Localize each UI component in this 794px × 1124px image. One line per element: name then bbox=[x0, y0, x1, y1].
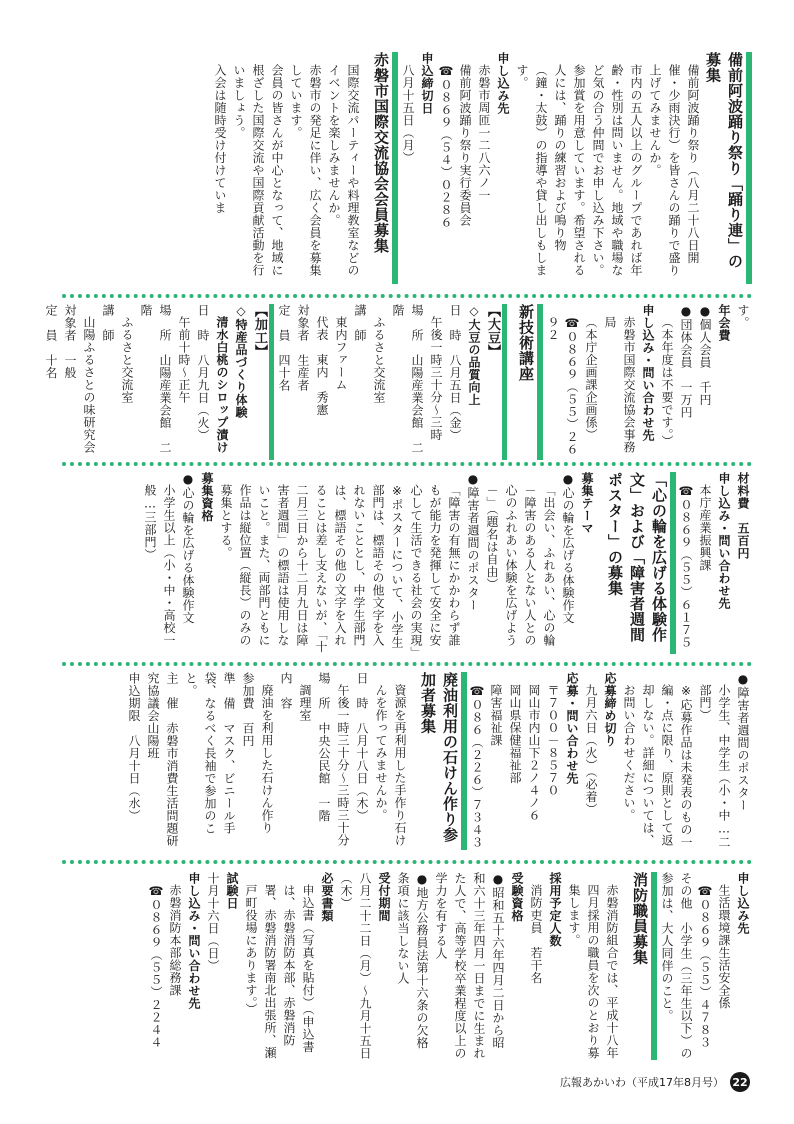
paragraph: ●心の輪を広げる体験作文 bbox=[561, 472, 575, 624]
sub-heading: 【加工】 bbox=[250, 304, 274, 460]
section-soap-making bbox=[62, 672, 752, 850]
text-line: 日 時 八月十八日（木） bbox=[355, 672, 369, 822]
label: 清水白桃のシロップ漬け bbox=[215, 316, 229, 454]
label: 申し込み・問い合わせ先 bbox=[641, 304, 655, 442]
text-line: 〒７００－８５７０ bbox=[546, 684, 560, 797]
text-line: 午前十時～正午 bbox=[177, 316, 191, 404]
label: 申込締切日 bbox=[420, 52, 434, 115]
paragraph: 市内の五人以上のグループであれば年齢・性別は問いません。地域や職場など気の合う仲間でお申し込み下さい。参加賞を用意しています。希望される人には、踊りの練習および鳴り物（鐘・太鼓）の指導や貸し出しもします。 bbox=[515, 64, 643, 277]
text-line: す。 bbox=[736, 304, 750, 329]
text-line: 岡山市内山下２ノ４ノ６ bbox=[527, 684, 541, 822]
text-line: 備前阿波踊り祭り実行委員会 bbox=[458, 64, 472, 227]
text-line: 講 師 bbox=[353, 304, 367, 342]
text-line: 代表 東内 秀憲 bbox=[315, 316, 329, 416]
paragraph: 備前阿波踊り祭り（八月二十八日開催・少雨決行）を皆さんの踊りで盛り上げてみませんか。 bbox=[648, 64, 700, 277]
text-line: 対象者 一般 bbox=[63, 304, 77, 379]
text-line: 十月十六日（日） bbox=[206, 872, 220, 972]
paragraph: 小学生、中学生（小・中…二部門） bbox=[698, 684, 731, 849]
text-line: 八月十五日（月） bbox=[401, 64, 415, 164]
paragraph: 小学生以上（小・中・高校一般…三部門） bbox=[143, 484, 176, 647]
text-line: 申込期限 八月十日（水） bbox=[127, 672, 141, 822]
text-line: （本庁企画課企画係） bbox=[584, 316, 598, 441]
section-text bbox=[41, 304, 752, 460]
text-line: 対象者 生産者 bbox=[296, 304, 310, 392]
text-line: 赤磐市周匝一二八六ノ一 bbox=[477, 64, 491, 202]
paragraph: 申込書（写真を貼付）（申込書は、赤磐消防本部、赤磐消防署、赤磐消防署南北出張所、瀬戸町役場にあります。） bbox=[244, 884, 315, 1059]
section-text bbox=[140, 472, 752, 659]
text-line: （本年度は不要です。） bbox=[660, 316, 674, 448]
paragraph: 赤磐消防組合では、平成十八年四月採用の職員を次のとおり募集します。 bbox=[567, 884, 619, 1059]
paragraph: 資源を再利用した手作り石けんを作ってみませんか。 bbox=[374, 684, 407, 847]
text-line: ふるさと交流室 bbox=[372, 316, 386, 404]
dotted-divider bbox=[62, 462, 752, 466]
text-line: 生活環境課生活安全係 bbox=[717, 884, 731, 1009]
text-line: 障害福祉課 bbox=[489, 684, 503, 747]
text-line: ☎０８６９（５５）２６９２ bbox=[546, 316, 579, 456]
text-line: ●団体会員 一万円 bbox=[679, 304, 693, 419]
label: 申し込み先 bbox=[736, 872, 750, 935]
paragraph: 入会は随時受け付けていま bbox=[213, 64, 227, 214]
text-line: 講 師 bbox=[101, 304, 115, 342]
section-text bbox=[124, 672, 752, 850]
text-line: 東内ファーム bbox=[334, 316, 348, 391]
text-line: 岡山県保健福祉部 bbox=[508, 684, 522, 784]
article-title-soap: 廃油利用の石けん作り参加者募集 bbox=[417, 672, 467, 850]
paragraph: ●障害者週間のポスター bbox=[736, 672, 750, 812]
page-footer bbox=[560, 1072, 750, 1092]
section-recruitment bbox=[62, 52, 752, 284]
section-technology-course bbox=[44, 304, 752, 460]
label: 試験日 bbox=[225, 872, 239, 910]
text-line: 参加費 百円 bbox=[241, 672, 255, 747]
text-line: ☎０８６（２２６）７３４３ bbox=[470, 684, 484, 849]
paragraph: 「出会い、ふれあい、心の輪－障害のある人とない人との心のふれあい体験を広げよう－」（題名は自由） bbox=[485, 484, 556, 647]
paragraph: ※応募作品は未発表のもの一編・点に限り、原則として返却しない。詳細については、お問い合わせください。 bbox=[622, 684, 693, 849]
text-line: 準 備 マスク、ビニール手袋、なるべく長袖で参加のこと。 bbox=[184, 672, 236, 835]
text-line: 八月二十二日（月）～九月十五日（木） bbox=[339, 872, 372, 1060]
paragraph: 赤磐市の発足に伴い、広く会員を募集しています。 bbox=[289, 64, 322, 277]
text-line: 場 所 山陽産業会館 二階 bbox=[139, 304, 172, 454]
label: 採用予定人数 bbox=[548, 872, 562, 947]
label: 募集資格 bbox=[200, 472, 214, 522]
text-line: ☎０８６９（５５）２２４４ bbox=[149, 884, 163, 1049]
paragraph: ●地方公務員法第十六条の欠格条項に該当しない人 bbox=[396, 872, 429, 1049]
text-line: その他 小学生（三年生以下）の参加は、大人同伴のこと。 bbox=[660, 872, 693, 1060]
article-title-firefighter: 消防職員募集 bbox=[629, 872, 657, 1060]
article-title-technology: 新技術講座 bbox=[515, 304, 543, 460]
dotted-divider bbox=[62, 860, 752, 864]
text-line: 場 所 中央公民館 一階 bbox=[317, 672, 331, 822]
label: 申し込み・問い合わせ先 bbox=[717, 472, 731, 610]
text-line: 九月六日（火）（必着） bbox=[584, 684, 598, 816]
article-title-essay-poster: 「心の輪を広げる体験作文」および「障害者週間ポスター」の募集 bbox=[604, 472, 676, 654]
paragraph: ●障害者週間のポスター bbox=[466, 472, 480, 612]
section-firefighter bbox=[62, 872, 752, 1060]
dotted-divider bbox=[62, 662, 752, 666]
article-title-awa-odori: 備前阿波踊り祭り「踊り連」の募集 bbox=[702, 52, 752, 284]
text-line: 主 催 赤磐市消費生活問題研究協議会山陽班 bbox=[146, 672, 179, 847]
label: ◇特産品づくり体験 bbox=[234, 304, 248, 419]
footer-publication: 広報あかいわ（平成17年8月号） bbox=[560, 1076, 724, 1089]
text-line: ふるさと交流室 bbox=[120, 316, 134, 404]
label: 年会費 bbox=[717, 304, 731, 342]
label: 材料費 五百円 bbox=[736, 472, 750, 560]
section-text bbox=[210, 52, 752, 284]
label: ◇大豆の品質向上 bbox=[467, 304, 481, 406]
text-line: 日 時 八月五日（金） bbox=[448, 304, 462, 442]
label: 必要書類 bbox=[320, 872, 334, 922]
label: 募集テーマ bbox=[580, 472, 594, 535]
label: 申し込み・問い合わせ先 bbox=[187, 872, 201, 1010]
text-line: 午後一時三十分～三時 bbox=[429, 316, 443, 441]
label: 受付期間 bbox=[377, 872, 391, 922]
text-line: ☎０８６９（５５）４７８３ bbox=[698, 884, 712, 1049]
text-line: 赤磐市国際交流協会事務局 bbox=[603, 316, 636, 454]
paragraph: ●昭和五十六年四月二日から昭和六十三年四月一日までに生まれた人で、高等学校卒業程度以上の学力を有する人 bbox=[434, 872, 505, 1060]
text-line: ☎０８６９（５５）６１７５ bbox=[679, 484, 693, 649]
label: 申し込み先 bbox=[496, 52, 510, 115]
paragraph: ※ポスターについて、小学生部門は、標語その他文字を入れないこととし、中学生部門は、標語その他の文字を入れることは差し支えないが、「十二月三日から十二月九日は障害者週間」の標語は使用しないこと。また、両部門ともに作品は縦位置（縦長）のみの募集とする。 bbox=[219, 484, 404, 653]
text-line: ●個人会員 千円 bbox=[698, 304, 712, 406]
article-title-international: 赤磐市国際交流協会会員募集 bbox=[370, 52, 398, 284]
text-line: 日 時 八月九日（火） bbox=[196, 304, 210, 442]
text-line: 本庁産業振興課 bbox=[698, 484, 712, 572]
sub-heading: 【大豆】 bbox=[483, 304, 507, 460]
label: 応募締め切り bbox=[603, 672, 617, 747]
dotted-divider bbox=[62, 294, 752, 298]
paragraph: ●心の輪を広げる体験作文 bbox=[181, 472, 195, 624]
text-line: ☎０８６９（５４）０２８６ bbox=[439, 64, 453, 229]
text-line: 赤磐消防本部総務課 bbox=[168, 884, 182, 997]
section-text bbox=[146, 872, 752, 1060]
text-line: 消防吏員 若干名 bbox=[529, 884, 543, 984]
paragraph: 会員の皆さんが中心となって、地域に根ざした国際交流や国際貢献活動を行いましょう。 bbox=[232, 64, 284, 277]
text-line: 山陽ふるさとの味研究会 bbox=[82, 316, 96, 454]
text-line: 午後一時三十分～三時三十分 bbox=[336, 684, 350, 847]
label: 受験資格 bbox=[510, 872, 524, 922]
text-line: 廃油を利用した石けん作り bbox=[260, 684, 274, 834]
text-line: 場 所 山陽産業会館 二階 bbox=[391, 304, 424, 454]
text-line: 定 員 四十名 bbox=[277, 304, 291, 392]
section-essay-poster bbox=[62, 472, 752, 659]
text-line: 内 容 bbox=[279, 672, 293, 710]
text-line: 調理室 bbox=[298, 684, 312, 722]
label: 応募・問い合わせ先 bbox=[565, 672, 579, 785]
paragraph: 国際交流パーティーや料理教室などのイベントを楽しみませんか。 bbox=[327, 64, 360, 277]
page-number: 22 bbox=[730, 1072, 750, 1092]
text-line: 定 員 十名 bbox=[44, 304, 58, 379]
paragraph: 「障害の有無にかかわらず誰もが能力を発揮して安全に安心して生活できる社会の実現」 bbox=[409, 484, 461, 659]
